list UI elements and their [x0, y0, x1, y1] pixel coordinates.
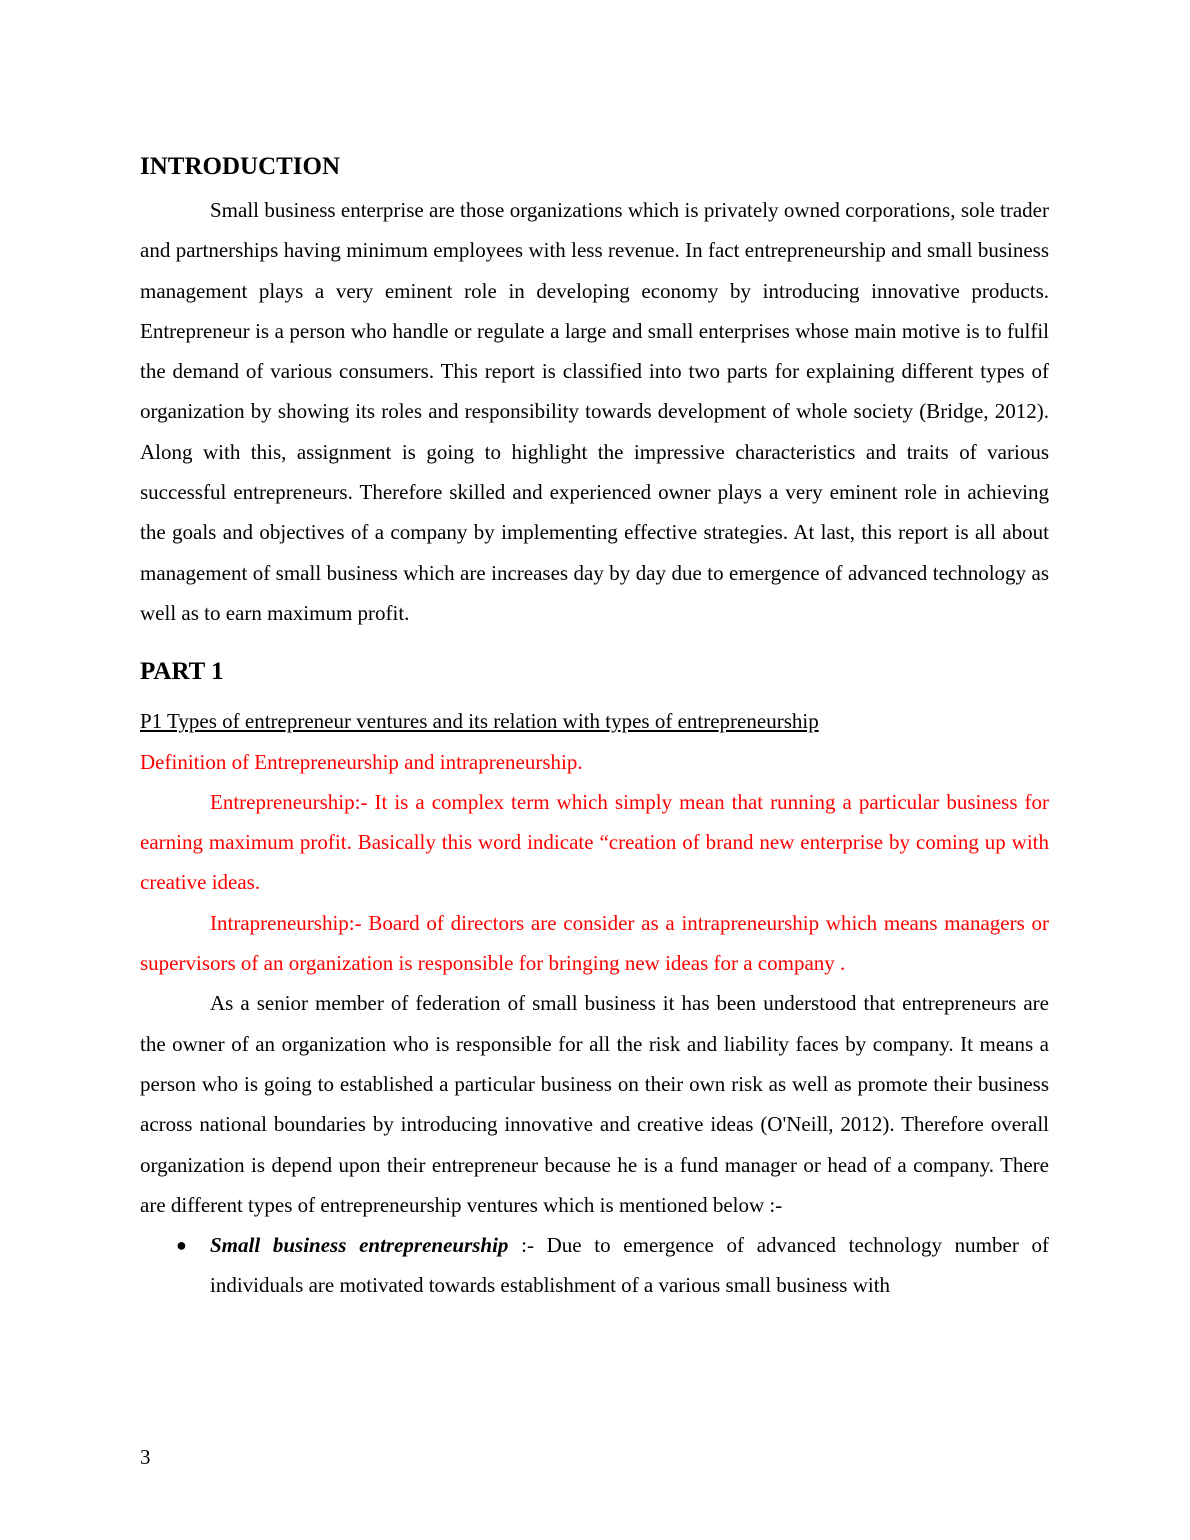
definition-heading: Definition of Entrepreneurship and intrapreneurship. — [140, 749, 583, 774]
document-page — [140, 150, 1049, 1306]
part1-heading: PART 1 — [140, 658, 224, 686]
entrepreneur-body-paragraph: As a senior member of federation of small business it has been understood that entrepreneurs are the owner of an organization who is responsible for all the risk and liability faces by company. It means a person who is going to established a particular business on their own risk as well as promote their business across national boundaries by introducing innovative and creative ideas (O'Neill, 2012). Therefore overall organization is depend upon their entrepreneur because he is a fund manager or head of a company. There are different types of entrepreneurship ventures which is mentioned below :- — [140, 991, 1049, 1217]
entrepreneurship-definition: Entrepreneurship:- It is a complex term which simply mean that running a particular business for earning maximum profit. Basically this word indicate “creation of brand new enterprise by coming up with creative ideas. — [140, 789, 1049, 895]
page-number: 3 — [140, 1445, 151, 1469]
bullet-term: Small business entrepreneurship — [210, 1233, 509, 1258]
intrapreneurship-definition: Intrapreneurship:- Board of directors are consider as a intrapreneurship which means managers or supervisors of an organization is responsible for bringing new ideas for a company . — [140, 910, 1049, 976]
bullet-text: :- Due to emergence of advanced technology number of individuals are motivated towards establishment of a various small business with — [210, 1233, 1049, 1298]
introduction-paragraph: Small business enterprise are those organizations which is privately owned corporations, sole trader and partnerships having minimum employees with less revenue. In fact entrepreneurship and small business management plays a very eminent role in developing economy by introducing innovative products. Entrepreneur is a person who handle or regulate a large and small enterprises whose main motive is to fulfil the demand of various consumers. This report is classified into two parts for explaining different types of organization by showing its roles and responsibility towards development of whole society (Bridge, 2012). Along with this, assignment is going to highlight the impressive characteristics and traits of various successful entrepreneurs. Therefore skilled and experienced owner plays a very eminent role in achieving the goals and objectives of a company by implementing effective strategies. At last, this report is all about management of small business which are increases day by day due to emergence of advanced technology as well as to earn maximum profit. — [140, 198, 1049, 625]
p1-subheading: P1 Types of entrepreneur ventures and its relation with types of entrepreneurship — [140, 709, 819, 734]
bullet-icon: ● — [176, 1235, 187, 1256]
venture-types-list — [140, 1225, 1049, 1306]
introduction-heading: INTRODUCTION — [140, 153, 341, 180]
list-item — [140, 1225, 1049, 1306]
